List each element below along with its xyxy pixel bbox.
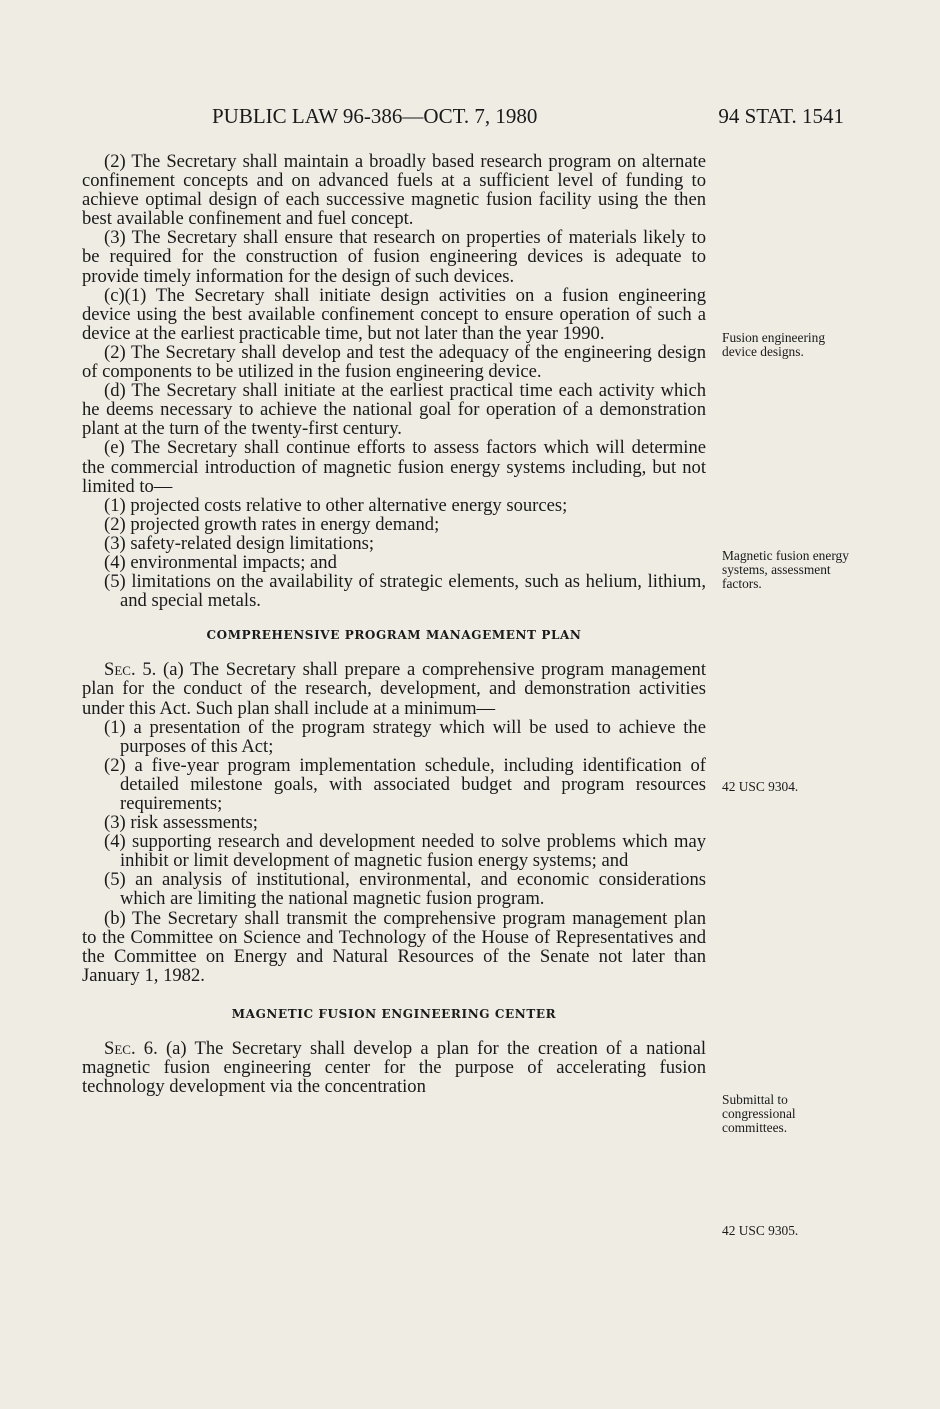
list-item: (4) supporting research and development needed to solve problems which may inhibit or limit development of magnetic fusion energy systems; and [104,831,706,872]
margin-note-fusion-device: Fusion engineering device designs. [722,330,826,359]
list-item: (5) an analysis of institutional, environmental, and economic considerations which are limiting the national magnetic fusion program. [104,869,706,910]
list-item: (2) projected growth rates in energy demand; [104,513,440,535]
list-item: (1) a presentation of the program strategy which will be used to achieve the purposes of this Act; [104,716,706,757]
section-6-paragraph-a [82,1039,706,1096]
section-text: (a) The Secretary shall develop a plan for the creation of a national magnetic fusion engineering center for the purpose of accelerating fusion technology development via the concentration [82,1038,706,1098]
paragraph-e: (e) The Secretary shall continue efforts to assess factors which will determine the commercial introduction of magnetic fusion energy systems including, but not limited to— [82,437,706,497]
list-item: (2) a five-year program implementation schedule, including identification of detailed milestone goals, with associated budget and program resources requirements; [104,754,706,814]
section-label: Sec. 6. [104,1038,158,1060]
list-item: (3) safety-related design limitations; [104,532,375,554]
list-item: (5) limitations on the availability of strategic elements, such as helium, lithium, and special metals. [104,571,706,612]
section-label: Sec. 5. [104,659,157,681]
margin-note-usc-9304: 42 USC 9304. [722,779,799,794]
section-5-paragraph-b: (b) The Secretary shall transmit the comprehensive program management plan to the Committee on Science and Technology of the House of Representatives and the Committee on Energy and Natural Resources of the Senate not later than January 1, 1982. [82,907,706,986]
list-item: (3) risk assessments; [104,812,258,834]
margin-note-assessment: Magnetic fusion energy systems, assessment factors. [722,548,849,591]
margin-note-usc-9305: 42 USC 9305. [722,1223,799,1238]
section-heading: MAGNETIC FUSION ENGINEERING CENTER [231,1006,557,1021]
section-text: (a) The Secretary shall prepare a comprehensive program management plan for the conduct of the research, development, and demonstration activities under this Act. Such plan shall include at a minimum— [82,659,706,719]
paragraph-c1: (c)(1) The Secretary shall initiate design activities on a fusion engineering device using the best available confinement concept to ensure operation of such a device at the earliest practicable time, but not later than the year 1990. [82,284,706,344]
section-heading: COMPREHENSIVE PROGRAM MANAGEMENT PLAN [206,628,582,643]
section-5-paragraph-a [82,660,706,717]
paragraph-b2: (2) The Secretary shall maintain a broadly based research program on alternate confinement concepts and on advanced fuels at a sufficient level of funding to achieve optimal design of each successive magnetic fusion facility using the then best available confinement and fuel concept. [82,151,706,230]
body-text [82,152,706,1096]
running-title: PUBLIC LAW 96-386—OCT. 7, 1980 [212,104,538,128]
list-item: (1) projected costs relative to other alternative energy sources; [104,494,568,516]
margin-note-submittal: Submittal to congressional committees. [722,1092,796,1135]
paragraph-d: (d) The Secretary shall initiate at the earliest practical time each activity which he deems necessary to achieve the national goal for operation of a demonstration plant at the turn of the twenty-first century. [82,380,706,440]
paragraph-b3: (3) The Secretary shall ensure that research on properties of materials likely to be required for the construction of fusion engineering devices is adequate to provide timely information for the design of such devices. [82,227,706,287]
paragraph-c2: (2) The Secretary shall develop and test the adequacy of the engineering design of components to be utilized in the fusion engineering device. [82,341,706,383]
list-item: (4) environmental impacts; and [104,551,337,573]
page-header [82,104,844,138]
statute-page-number: 94 STAT. 1541 [718,104,844,128]
